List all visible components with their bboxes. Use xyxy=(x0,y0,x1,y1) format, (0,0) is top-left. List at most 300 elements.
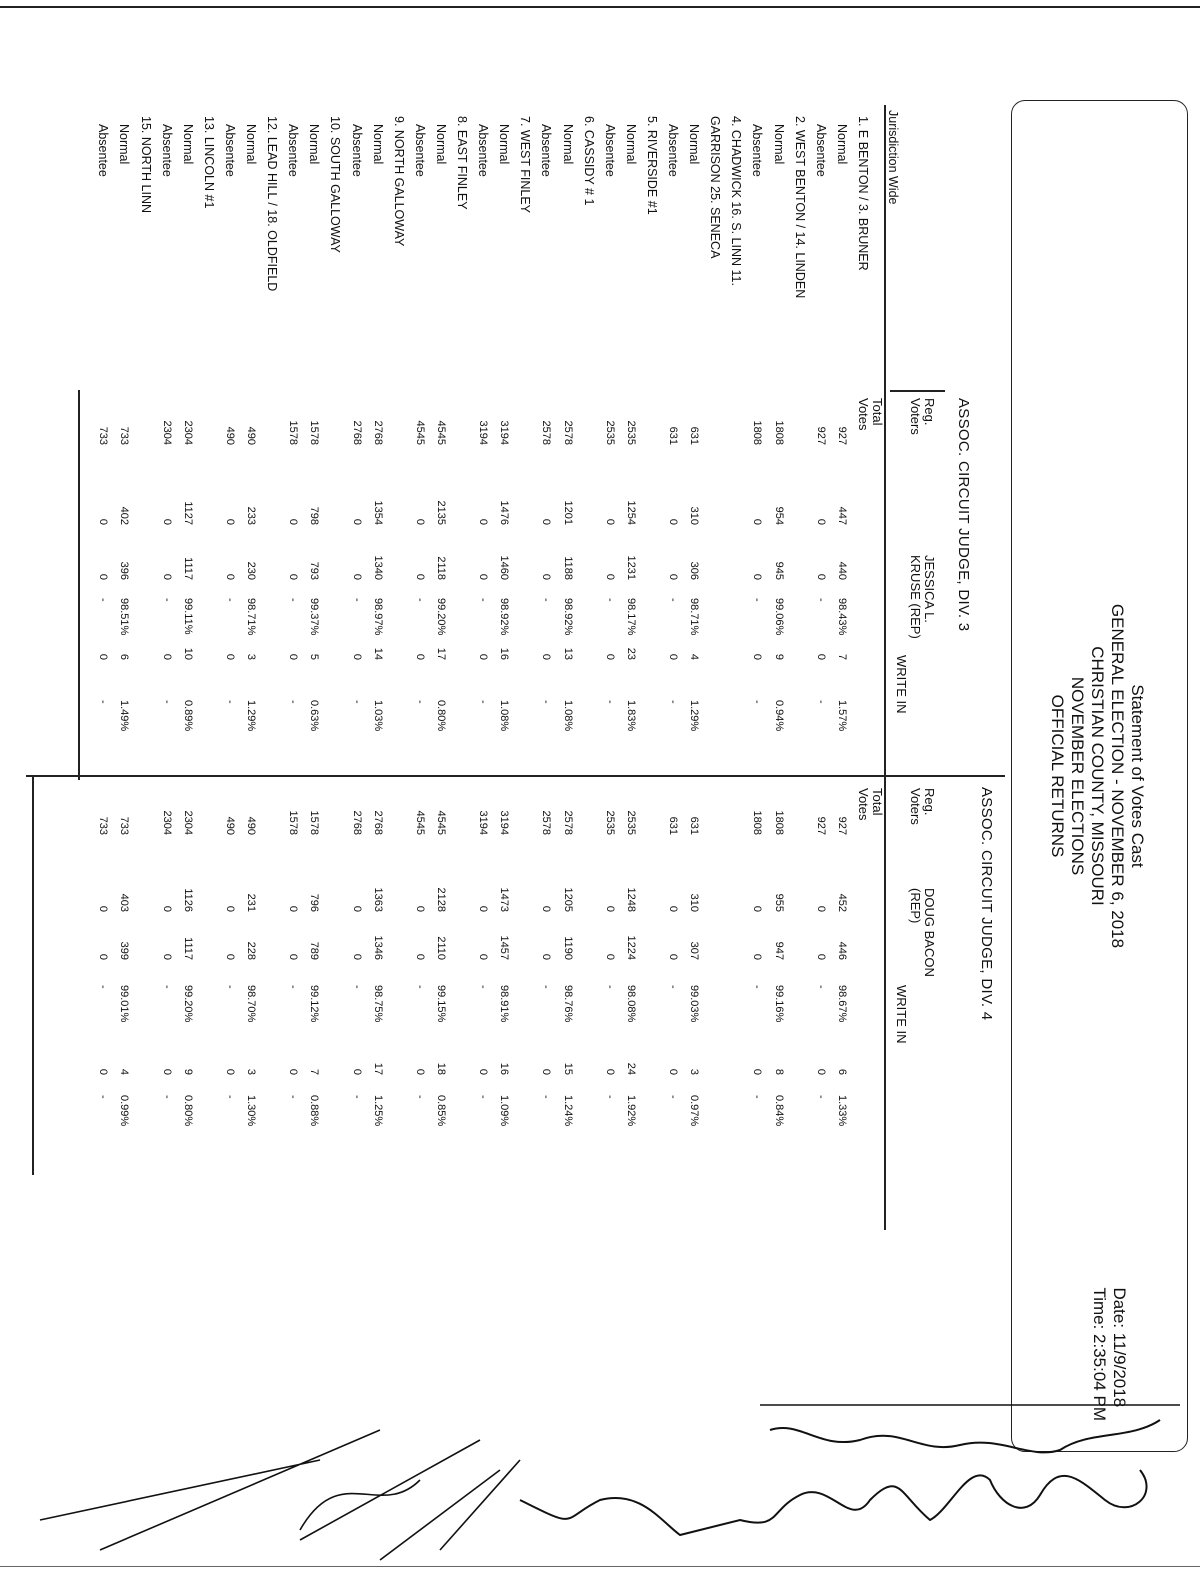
contest-a-cell: - xyxy=(160,700,173,704)
contest-b-cell: 15 xyxy=(561,1062,574,1075)
contest-b-cell: 1.33% xyxy=(835,1095,848,1127)
row-label: Absentee xyxy=(666,124,681,177)
contest-b-cell: 24 xyxy=(624,1062,637,1075)
contest-a-cell: - xyxy=(751,598,764,602)
header-text: WRITE IN xyxy=(894,985,909,1044)
contest-a-cell: - xyxy=(540,700,553,704)
row-label: Absentee xyxy=(223,124,237,177)
contest-a-cell: - xyxy=(160,598,173,602)
header-line-4: NOVEMBER ELECTIONS xyxy=(1068,676,1087,876)
contest-b-cell: 0.88% xyxy=(308,1095,321,1127)
contest-a-cell: 1117 xyxy=(181,557,194,580)
contest-a-cell: 0 xyxy=(540,573,553,580)
row-label: Normal xyxy=(307,124,322,165)
row-label: Absentee xyxy=(96,124,111,177)
contest-a-cell: - xyxy=(350,598,363,602)
contest-b-title: ASSOC. CIRCUIT JUDGE, DIV. 4 xyxy=(978,787,995,1021)
contest-b-cell: 3 xyxy=(245,1068,258,1075)
row-label: Normal xyxy=(434,124,448,165)
contest-b-cell: 228 xyxy=(245,941,258,960)
contest-b-cell: 1248 xyxy=(624,887,637,912)
contest-a-cell: 0 xyxy=(477,653,490,660)
contest-a-cell: - xyxy=(224,700,236,704)
contest-b-cell: 0 xyxy=(603,953,616,960)
contest-a-cell: 1578 xyxy=(287,420,300,445)
contest-a-cell: - xyxy=(603,700,616,704)
contest-a-cell: - xyxy=(667,598,680,602)
contest-a-cell: 0 xyxy=(97,518,110,525)
contest-b-cell: 0 xyxy=(751,1068,764,1075)
contest-a-cell: 490 xyxy=(245,426,258,445)
contest-b-cell: 490 xyxy=(224,816,236,835)
contest-a-cell: 0 xyxy=(413,653,426,660)
contest-a-cell: 16 xyxy=(498,647,511,660)
header-text: Votes xyxy=(856,788,871,821)
contest-b-cell: - xyxy=(814,1095,827,1099)
contest-b-cell: 0 xyxy=(350,953,363,960)
contest-b-cell: - xyxy=(160,1095,173,1099)
contest-a-cell: 99.11% xyxy=(181,598,194,635)
contest-a-cell: 490 xyxy=(224,426,236,445)
contest-b-cell: 98.75% xyxy=(371,985,384,1023)
contest-a-cell: 927 xyxy=(835,426,848,445)
contest-a-cell: 0 xyxy=(814,518,827,525)
contest-a-title: ASSOC. CIRCUIT JUDGE, DIV. 3 xyxy=(955,398,972,632)
contest-b-cell: 403 xyxy=(118,893,131,912)
contest-a-cell: 98.51% xyxy=(118,598,131,636)
contest-a-cell: 793 xyxy=(308,561,321,580)
contest-b-cell: 18 xyxy=(435,1062,447,1075)
contest-b-total-votes-header xyxy=(856,788,884,821)
contest-b-cell: 2128 xyxy=(435,887,447,912)
contest-a-cell: 98.97% xyxy=(371,598,384,636)
contest-b-cell: 0 xyxy=(160,1068,173,1075)
contest-b-cell: 1224 xyxy=(624,935,637,960)
header-text: JESSICA L. xyxy=(922,555,937,623)
contest-b-cell: 446 xyxy=(835,941,848,960)
contest-a-cell: 0.89% xyxy=(181,700,194,732)
contest-a-cell: 1.57% xyxy=(835,700,848,732)
contest-a-cell: 6 xyxy=(118,653,131,660)
jurisdiction-header: Jurisdiction Wide xyxy=(886,110,900,205)
contest-b-cell: 0 xyxy=(814,905,827,912)
contest-a-cell: 0 xyxy=(751,573,764,580)
contest-a-cell: 4545 xyxy=(413,420,426,445)
contest-b-cell: - xyxy=(160,985,173,989)
row-label: 4. CHADWICK 16. S. LINN 11. xyxy=(729,116,744,286)
column-rule xyxy=(890,390,945,392)
contest-a-cell: 4545 xyxy=(435,420,447,445)
contest-a-cell: 0.63% xyxy=(308,700,321,732)
contest-a-cell: 98.92% xyxy=(498,598,511,636)
contest-b-cell: - xyxy=(413,1095,426,1099)
contest-b-cell: 1363 xyxy=(371,887,384,912)
header-text: Total xyxy=(870,788,885,816)
header-text: Voters xyxy=(908,788,923,825)
header-title-block xyxy=(1047,101,1147,1451)
contest-b-cell: 99.15% xyxy=(435,985,447,1023)
row-label: 10. SOUTH GALLOWAY xyxy=(328,116,343,253)
header-box xyxy=(1011,100,1188,1452)
contest-b-cell: - xyxy=(413,985,426,989)
contest-b-cell: 98.76% xyxy=(561,985,574,1023)
contest-a-cell: 5 xyxy=(308,653,321,660)
contest-a-cell: 0 xyxy=(224,518,236,525)
contest-b-cell: 1.30% xyxy=(245,1095,258,1127)
contest-b-cell: 631 xyxy=(688,816,701,835)
row-label: Absentee xyxy=(476,124,491,177)
contest-a-cell: 1578 xyxy=(308,420,321,445)
contest-b-cell: 98.70% xyxy=(245,985,258,1023)
contest-b-cell: 99.03% xyxy=(688,985,701,1023)
contest-a-cell: 1.08% xyxy=(561,700,574,732)
contest-b-cell: - xyxy=(97,985,110,989)
contest-b-cell: 0 xyxy=(97,1068,110,1075)
contest-b-reg-voters-header xyxy=(908,788,936,825)
contest-a-cell: 1.83% xyxy=(624,700,637,732)
contest-b-cell: - xyxy=(751,985,764,989)
contest-a-cell: 0 xyxy=(350,573,363,580)
contest-b-cell: 927 xyxy=(814,816,827,835)
contest-b-cell: - xyxy=(287,1095,300,1099)
contest-b-cell: 1.25% xyxy=(371,1095,384,1127)
contest-a-cell: 0 xyxy=(603,573,616,580)
contest-a-cell: 3 xyxy=(245,653,258,660)
contest-a-cell: 1.08% xyxy=(498,700,511,732)
contest-a-cell: 0 xyxy=(287,518,300,525)
contest-a-cell: 99.37% xyxy=(308,598,321,636)
contest-b-cell: 0 xyxy=(814,953,827,960)
contest-b-cell: 490 xyxy=(245,816,258,835)
contest-a-cell: 798 xyxy=(308,506,321,525)
contest-a-cell: 2535 xyxy=(603,420,616,445)
contest-b-cell: - xyxy=(667,985,680,989)
contest-a-cell: 440 xyxy=(835,561,848,580)
contest-a-cell: - xyxy=(603,598,616,602)
row-label: 2. WEST BENTON / 14. LINDEN xyxy=(792,116,807,299)
contest-a-cell: 98.71% xyxy=(688,598,701,636)
contest-b-cell: 0 xyxy=(540,905,553,912)
contest-b-cell: 2578 xyxy=(561,810,574,835)
header-text: DOUG BACON xyxy=(922,888,937,977)
contest-b-cell: 399 xyxy=(118,941,131,960)
header-text: (REP) xyxy=(908,888,923,924)
contest-b-cell: 796 xyxy=(308,893,321,912)
contest-b-cell: - xyxy=(287,985,300,989)
contest-b-cell: 0 xyxy=(603,905,616,912)
contest-b-cell: - xyxy=(540,1095,553,1099)
contest-a-cell: 0 xyxy=(667,653,680,660)
contest-a-cell: 945 xyxy=(772,561,785,580)
row-label: GARRISON 25. SENECA xyxy=(708,116,723,259)
row-label: Normal xyxy=(244,124,259,165)
contest-b-cell: 2304 xyxy=(160,810,173,835)
contest-b-cell: 98.91% xyxy=(498,985,511,1023)
contest-b-cell: 955 xyxy=(772,893,785,912)
row-label: 9. NORTH GALLOWAY xyxy=(391,116,406,247)
contest-a-cell: 0.94% xyxy=(772,700,785,732)
contest-b-cell: 98.67% xyxy=(835,985,848,1023)
contest-b-cell: 947 xyxy=(772,941,785,960)
header-text: Votes xyxy=(856,398,871,431)
contest-b-cell: 3194 xyxy=(498,810,511,835)
contest-b-cell: 99.01% xyxy=(118,985,131,1023)
contest-b-cell: 310 xyxy=(688,893,701,912)
row-label: 15. NORTH LINN xyxy=(138,116,153,214)
row-label: 13. LINCOLN #1 xyxy=(201,116,216,209)
contest-a-cell: 0 xyxy=(540,518,553,525)
contest-b-cell: 0 xyxy=(160,953,173,960)
contest-b-cell: 6 xyxy=(835,1068,848,1075)
contest-b-cell: 0 xyxy=(814,1068,827,1075)
contest-a-cell: 0 xyxy=(751,518,764,525)
bottom-rule-a xyxy=(79,390,81,780)
contest-a-cell: - xyxy=(540,598,553,602)
contest-a-cell: - xyxy=(477,700,490,704)
contest-b-cell: 1578 xyxy=(287,810,300,835)
contest-b-cell: 0.97% xyxy=(688,1095,701,1127)
contest-b-cell: 0 xyxy=(97,905,110,912)
contest-b-cell: - xyxy=(224,985,236,989)
contest-a-cell: 1476 xyxy=(498,500,511,525)
contest-b-cell: 8 xyxy=(772,1068,785,1075)
contest-b-cell: 0.85% xyxy=(435,1095,447,1127)
contest-b-cell: 99.16% xyxy=(772,985,785,1023)
contest-b-cell: 0 xyxy=(287,905,300,912)
contest-a-cell: 1127 xyxy=(181,501,194,525)
contest-b-cell: 1190 xyxy=(561,936,574,960)
header-text: Reg. xyxy=(922,788,937,816)
contest-a-cell: 0 xyxy=(287,653,300,660)
contest-b-cell: 927 xyxy=(835,816,848,835)
contest-b-cell: - xyxy=(224,1095,236,1099)
contest-a-cell: 0 xyxy=(667,573,680,580)
contest-a-cell: 98.43% xyxy=(835,598,848,636)
contest-a-cell: 1808 xyxy=(772,420,785,445)
contest-a-reg-voters-header xyxy=(908,398,936,435)
contest-a-cell: 17 xyxy=(435,647,447,660)
contest-a-cell: - xyxy=(814,700,827,704)
contest-a-cell: 2135 xyxy=(435,500,447,525)
contest-a-cell: 99.20% xyxy=(435,598,447,636)
row-label: Absentee xyxy=(602,124,617,177)
contest-b-cell: 0.80% xyxy=(181,1095,194,1127)
row-label: Normal xyxy=(687,124,702,165)
contest-b-cell: - xyxy=(97,1095,110,1099)
contest-a-cell: 733 xyxy=(118,426,131,445)
row-label: Absentee xyxy=(750,124,765,177)
contest-a-cell: 0 xyxy=(224,653,236,660)
contest-b-cell: 0 xyxy=(477,1068,490,1075)
row-label: 5. RIVERSIDE #1 xyxy=(645,116,659,215)
contest-b-cell: 1808 xyxy=(751,810,764,835)
contest-a-cell: 0 xyxy=(224,573,236,580)
contest-a-cell: 0 xyxy=(350,518,363,525)
contest-b-cell: 7 xyxy=(308,1068,321,1075)
contest-a-cell: 2768 xyxy=(350,420,363,445)
contest-b-cell: 0 xyxy=(477,953,490,960)
contest-a-cell: 0 xyxy=(667,518,680,525)
contest-a-cell: 7 xyxy=(835,653,848,660)
contest-a-cell: 310 xyxy=(688,506,701,525)
contest-a-cell: 1254 xyxy=(624,500,637,525)
header-rule xyxy=(885,105,887,1230)
contest-a-cell: 0 xyxy=(97,573,110,580)
contest-a-cell: 0 xyxy=(477,573,490,580)
contest-a-cell: - xyxy=(350,700,363,704)
contest-b-cell: 0 xyxy=(224,905,236,912)
contest-b-cell: 0 xyxy=(350,905,363,912)
contest-b-cell: - xyxy=(477,985,490,989)
contest-b-cell: 0 xyxy=(287,953,300,960)
contest-a-cell: - xyxy=(477,598,490,602)
contest-a-cell: 0 xyxy=(603,518,616,525)
row-label: Normal xyxy=(623,124,638,165)
contest-a-cell: 0 xyxy=(751,653,764,660)
contest-b-cell: 0 xyxy=(751,905,764,912)
row-label: Normal xyxy=(117,124,132,165)
contest-b-cell: 16 xyxy=(498,1062,511,1075)
contest-b-cell: 4545 xyxy=(413,810,426,835)
contest-b-cell: - xyxy=(603,985,616,989)
contest-b-cell: - xyxy=(751,1095,764,1099)
contest-a-cell: 0.80% xyxy=(435,700,447,732)
contest-a-cell: 0 xyxy=(477,518,490,525)
contest-b-cell: 2535 xyxy=(624,810,637,835)
signature-2 xyxy=(770,1420,1160,1452)
contest-b-cell: 1.92% xyxy=(624,1095,637,1127)
row-label: Normal xyxy=(370,124,385,165)
contest-a-cell: 3194 xyxy=(498,420,511,445)
contest-a-cell: 954 xyxy=(772,506,785,525)
contest-b-cell: 2304 xyxy=(181,810,194,835)
contest-b-cell: 2768 xyxy=(371,810,384,835)
contest-b-write-in-header xyxy=(894,985,908,1044)
contest-b-cell: 0 xyxy=(97,953,110,960)
header-text: KRUSE (REP) xyxy=(908,555,923,639)
contest-a-cell: 10 xyxy=(181,647,194,660)
contest-b-cell: 1457 xyxy=(498,935,511,960)
contest-a-cell: 0 xyxy=(413,518,426,525)
contest-b-cell: 2768 xyxy=(350,810,363,835)
contest-a-cell: 98.71% xyxy=(245,598,258,636)
contest-a-cell: - xyxy=(287,598,300,602)
contest-b-cell: 0 xyxy=(224,953,236,960)
contest-a-cell: 1201 xyxy=(561,500,574,525)
contest-b-cell: - xyxy=(603,1095,616,1099)
contest-b-cell: 0 xyxy=(667,1068,680,1075)
contest-a-cell: - xyxy=(667,700,680,704)
contest-a-cell: 98.17% xyxy=(624,598,637,636)
contest-a-cell: - xyxy=(97,598,110,602)
contest-b-cell: 0 xyxy=(540,1068,553,1075)
header-text: Voters xyxy=(908,398,923,435)
contest-a-cell: - xyxy=(224,598,236,602)
contest-a-cell: 0 xyxy=(97,653,110,660)
header-line-1: Statement of Votes Cast xyxy=(1128,684,1147,868)
contest-b-cell: 231 xyxy=(245,893,258,912)
bottom-rule-b xyxy=(33,775,35,1175)
contest-b-cell: 2535 xyxy=(603,810,616,835)
contest-b-cell: 99.20% xyxy=(181,985,194,1023)
signature-3 xyxy=(40,1430,520,1560)
contest-b-cell: 2110 xyxy=(435,936,447,960)
row-label: 6. CASSIDY # 1 xyxy=(581,116,596,206)
contest-a-cell: 233 xyxy=(245,506,258,525)
header-line-3: CHRISTIAN COUNTY, MISSOURI xyxy=(1088,646,1107,906)
contest-b-cell: 0.99% xyxy=(118,1095,131,1127)
contest-a-cell: 631 xyxy=(667,426,680,445)
header-text: Total xyxy=(870,398,885,426)
contest-a-cell: 4 xyxy=(688,653,701,660)
report-date: Date: 11/9/2018 xyxy=(1110,1287,1129,1408)
contest-b-cell: 733 xyxy=(118,816,131,835)
contest-b-cell: 0 xyxy=(540,953,553,960)
contest-divider xyxy=(26,775,886,777)
contest-b-cell: 1346 xyxy=(371,935,384,960)
contest-a-cell: 2304 xyxy=(160,420,173,445)
contest-b-cell: 0 xyxy=(350,1068,363,1075)
row-label: Absentee xyxy=(539,124,554,177)
contest-a-cell: 0 xyxy=(603,653,616,660)
contest-b-cell: 0 xyxy=(413,905,426,912)
row-label: Absentee xyxy=(412,124,427,177)
contest-b-cell: 0 xyxy=(287,1068,300,1075)
contest-a-cell: 0 xyxy=(814,573,827,580)
contest-a-write-in-header xyxy=(894,655,908,714)
contest-b-cell: 4 xyxy=(118,1068,131,1075)
contest-b-cell: 1473 xyxy=(498,887,511,912)
contest-a-cell: 0 xyxy=(160,653,173,660)
contest-a-cell: 927 xyxy=(814,426,827,445)
contest-a-cell: 0 xyxy=(413,573,426,580)
header-text: WRITE IN xyxy=(894,655,909,714)
contest-a-cell: 230 xyxy=(245,561,258,580)
contest-a-cell: 0 xyxy=(160,518,173,525)
contest-a-cell: 9 xyxy=(772,653,785,660)
contest-b-cell: 1.24% xyxy=(561,1095,574,1127)
contest-b-cell: - xyxy=(350,1095,363,1099)
contest-a-cell: 2768 xyxy=(371,420,384,445)
column-rule xyxy=(885,775,1005,777)
contest-b-cell: 1578 xyxy=(308,810,321,835)
contest-b-cell: 789 xyxy=(308,941,321,960)
contest-a-cell: 13 xyxy=(561,647,574,660)
contest-b-cell: 0 xyxy=(667,905,680,912)
row-label: Absentee xyxy=(159,124,174,177)
contest-a-cell: 1.29% xyxy=(688,700,701,732)
contest-b-candidate-header xyxy=(908,888,936,977)
contest-a-cell: 2578 xyxy=(540,420,553,445)
contest-b-cell: 1126 xyxy=(181,888,194,912)
contest-b-cell: 0 xyxy=(224,1068,236,1075)
contest-a-cell: 1.03% xyxy=(371,700,384,732)
contest-b-cell: 1808 xyxy=(772,810,785,835)
contest-a-cell: 2535 xyxy=(624,420,637,445)
contest-a-cell: - xyxy=(814,598,827,602)
contest-a-cell: 14 xyxy=(371,647,384,660)
report-time: Time: 2:35:04 PM xyxy=(1090,1287,1109,1421)
contest-a-cell: - xyxy=(287,700,300,704)
contest-a-cell: 306 xyxy=(688,561,701,580)
contest-a-cell: 447 xyxy=(835,506,848,525)
contest-a-cell: - xyxy=(751,700,764,704)
contest-b-cell: - xyxy=(350,985,363,989)
contest-a-cell: 98.92% xyxy=(561,598,574,636)
contest-a-cell: 1.29% xyxy=(245,700,258,732)
contest-a-cell: 1231 xyxy=(624,555,637,580)
contest-b-cell: 307 xyxy=(688,941,701,960)
